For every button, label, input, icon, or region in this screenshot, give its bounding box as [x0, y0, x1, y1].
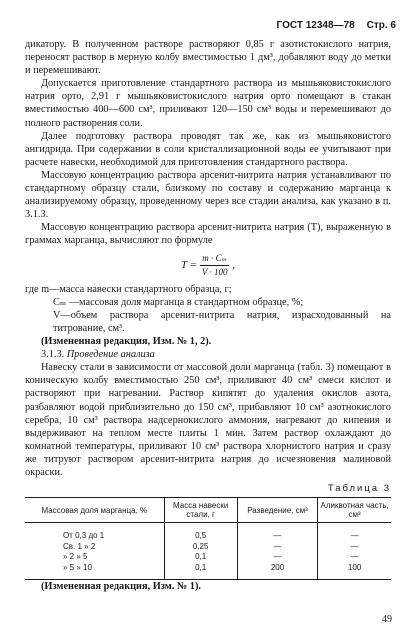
formula-fraction — [200, 252, 230, 279]
sample-table — [25, 497, 391, 580]
concentration-formula — [25, 252, 391, 279]
definition-m: где m—масса навески стандартного образца, г; — [25, 283, 232, 295]
document-body — [25, 38, 391, 593]
table-cell: 0,25 — [164, 542, 237, 553]
table-row — [25, 523, 391, 542]
paragraph-concentration-setup: Массовую концентрацию раствора арсенит-нитрита натрия устанавливают по стандартному образцу стали, близкому по составу и содержанию марганца к анализируемому образцу, проведенному через все стадии анализа, как указано в п. 3.1.3. — [25, 169, 391, 221]
table-title: Таблица 3 — [327, 483, 391, 495]
table-row — [25, 563, 391, 580]
table-cell: 0,1 — [164, 563, 237, 580]
standard-number: ГОСТ 12348—78 — [276, 20, 355, 31]
paragraph-analysis: Навеску стали в зависимости от массовой доли марганца (табл. 3) помещают в коническую колбу вместимостью 250 см³, приливают 40 см³ смеси кислот и растворяют при нагревании. Раствор кипятят до удаления окислов азота, разбавляют водой приблизительно до 150 см³, прибавляют 10 см³ азотнокислого серебра, 10 см³ раствора надсернокислого аммония, нагревают до кипения и выдерживают на теплом месте плиты 1 мин. Затем раствор охлаждают до комнатной температуры, приливают 10 см³ раствора хлорнистого натрия и сразу же титруют раствором арсенит-нитрита натрия до исчезновения малиновой окраски. — [25, 362, 391, 478]
table-cell: — — [237, 552, 318, 563]
definition-cm: Cₘ —массовая доля марганца в стандартном образце, %; — [53, 296, 304, 308]
table-cell: — — [237, 542, 318, 553]
section-title: Проведение анализа — [66, 349, 155, 361]
formula-tail: , — [232, 258, 235, 271]
table-cell: Св. 1 » 2 — [63, 541, 96, 551]
table-header-row — [25, 498, 391, 523]
paragraph-preparation-notes: Далее подготовку раствора проводят так же, как из мышьяковистого ангидрида. При содержании в соли кристаллизационной воды ее учитывают при расчете навески, необходимой для приготовления стандартного раствора. — [25, 130, 391, 168]
definition-v: V—объем раствора арсенит-нитрита натрия, израсходованный на титрование, см³. — [53, 309, 391, 334]
table-header-cell: Разведение, см³ — [237, 498, 318, 523]
table-cell: » 5 » 10 — [25, 563, 164, 580]
edit-note-1: (Измененная редакция, Изм. № 1, 2). — [41, 336, 212, 348]
table-header-cell: Массовая доля марганца, % — [25, 498, 164, 523]
section-heading — [25, 348, 391, 361]
page-header — [277, 20, 396, 31]
table-cell: — — [237, 523, 318, 542]
formula-numerator: m · Cₘ — [200, 252, 230, 266]
table-header-cell: Масса навески стали, г — [164, 498, 237, 523]
page-number: 49 — [382, 614, 392, 625]
table-row — [25, 552, 391, 563]
table-header-cell: Аликвотная часть, см³ — [318, 498, 391, 523]
table-cell: — — [318, 542, 391, 553]
table-cell: От 0,3 до 1 — [63, 531, 105, 541]
table-cell: — — [318, 552, 391, 563]
table-cell: 0,1 — [164, 552, 237, 563]
edit-note-2: (Измененная редакция, Изм. № 1). — [41, 581, 201, 593]
table-cell: 100 — [318, 563, 391, 580]
paragraph-formula-intro: Массовую концентрацию раствора арсенит-нитрита натрия (T), выраженную в граммах марганца, вычисляют по формуле — [25, 222, 391, 247]
table-cell: — — [318, 523, 391, 542]
table-cell: 0,5 — [164, 523, 237, 542]
table-cell: » 2 » 5 — [63, 552, 88, 562]
formula-denominator: V · 100 — [201, 266, 228, 277]
section-number: 3.1.3. — [41, 349, 65, 361]
header-page-label: Стр. 6 — [366, 20, 396, 31]
table-row — [25, 542, 391, 553]
table-cell: 200 — [237, 563, 318, 580]
paragraph-continuation: дикатору. В полученном растворе растворяют 0,85 г азотистокислого натрия, переносят раствор в мерную колбу вместимостью 1 дм³, добавляют воду до метки и перемешивают. — [25, 39, 391, 77]
paragraph-alternative-preparation: Допускается приготовление стандартного раствора из мышьяковистокислого натрия орто, 2,91 г мышьяковистокислого натрия орто помещают в стакан вместимостью 400—600 см³, приливают 120—150 см³ воды и перемешивают до полного растворения соли. — [25, 78, 391, 129]
formula-lhs: T = — [181, 258, 198, 271]
